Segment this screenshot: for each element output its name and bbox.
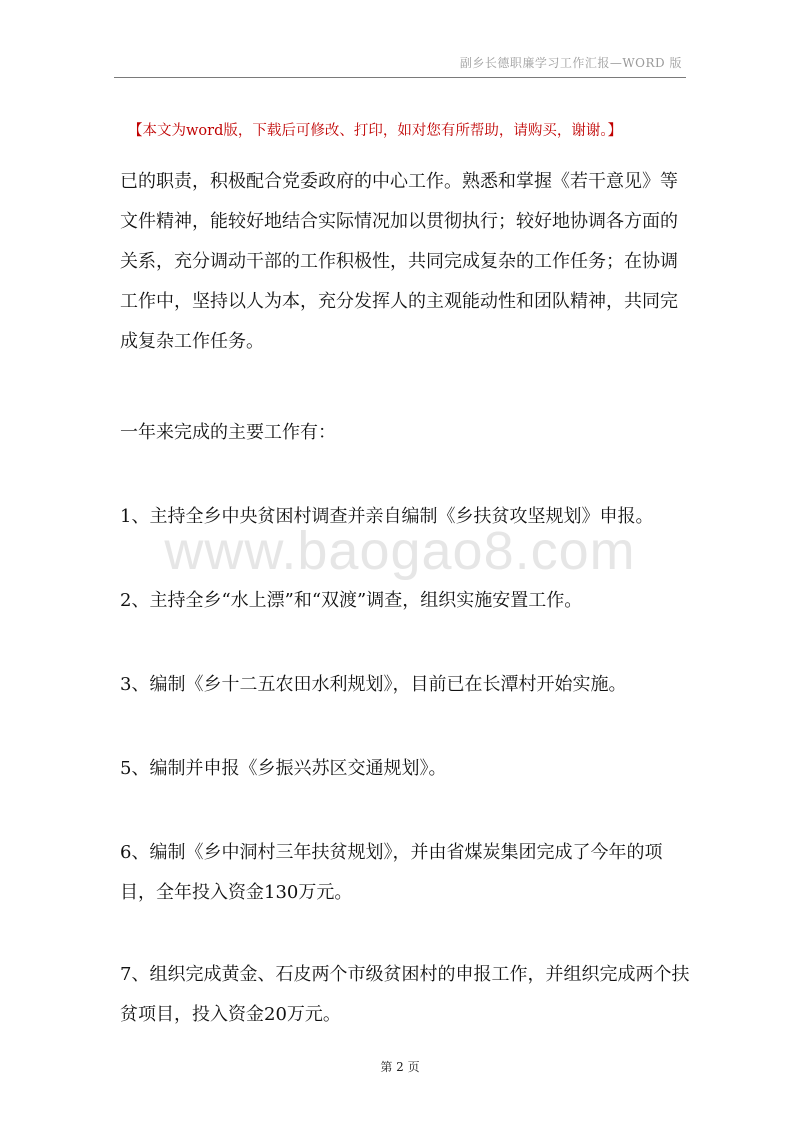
purchase-notice: 【本文为word版，下载后可修改、打印，如对您有所帮助，请购买，谢谢。】: [128, 123, 623, 139]
paragraph-intro: 一年来完成的主要工作有：: [120, 422, 336, 443]
paragraph-item-6: 6、编制《乡中洞村三年扶贫规划》，并由省煤炭集团完成了今年的项目，全年投入资金130万元。: [120, 842, 663, 903]
paragraph-duties: 已的职责，积极配合党委政府的中心工作。熟悉和掌握《若干意见》等文件精神，能较好地结合实际情况加以贯彻执行；较好地协调各方面的关系，充分调动干部的工作积极性，共同完成复杂的工作任务；在协调工作中，坚持以人为本，充分发挥人的主观能动性和团队精神，共同完成复杂工作任务。: [120, 171, 678, 352]
watermark: www.baogao8.com: [164, 521, 636, 581]
paragraph-item-7: 7、组织完成黄金、石皮两个市级贫困村的申报工作，并组织完成两个扶贫项目，投入资金20万元。: [120, 964, 690, 1025]
paragraph-item-1: 1、主持全乡中央贫困村调查并亲自编制《乡扶贫攻坚规划》申报。: [120, 506, 654, 527]
page-number: 第 2 页: [380, 1060, 420, 1074]
paragraph-item-3: 3、编制《乡十二五农田水利规划》，目前已在长潭村开始实施。: [120, 674, 627, 695]
header-divider: [114, 77, 686, 78]
paragraph-item-2: 2、主持全乡“水上漂”和“双渡”调查，组织实施安置工作。: [120, 590, 583, 611]
paragraph-item-5: 5、编制并申报《乡振兴苏区交通规划》。: [120, 758, 447, 779]
running-header: 副乡长德职廉学习工作汇报—WORD 版: [459, 56, 682, 70]
